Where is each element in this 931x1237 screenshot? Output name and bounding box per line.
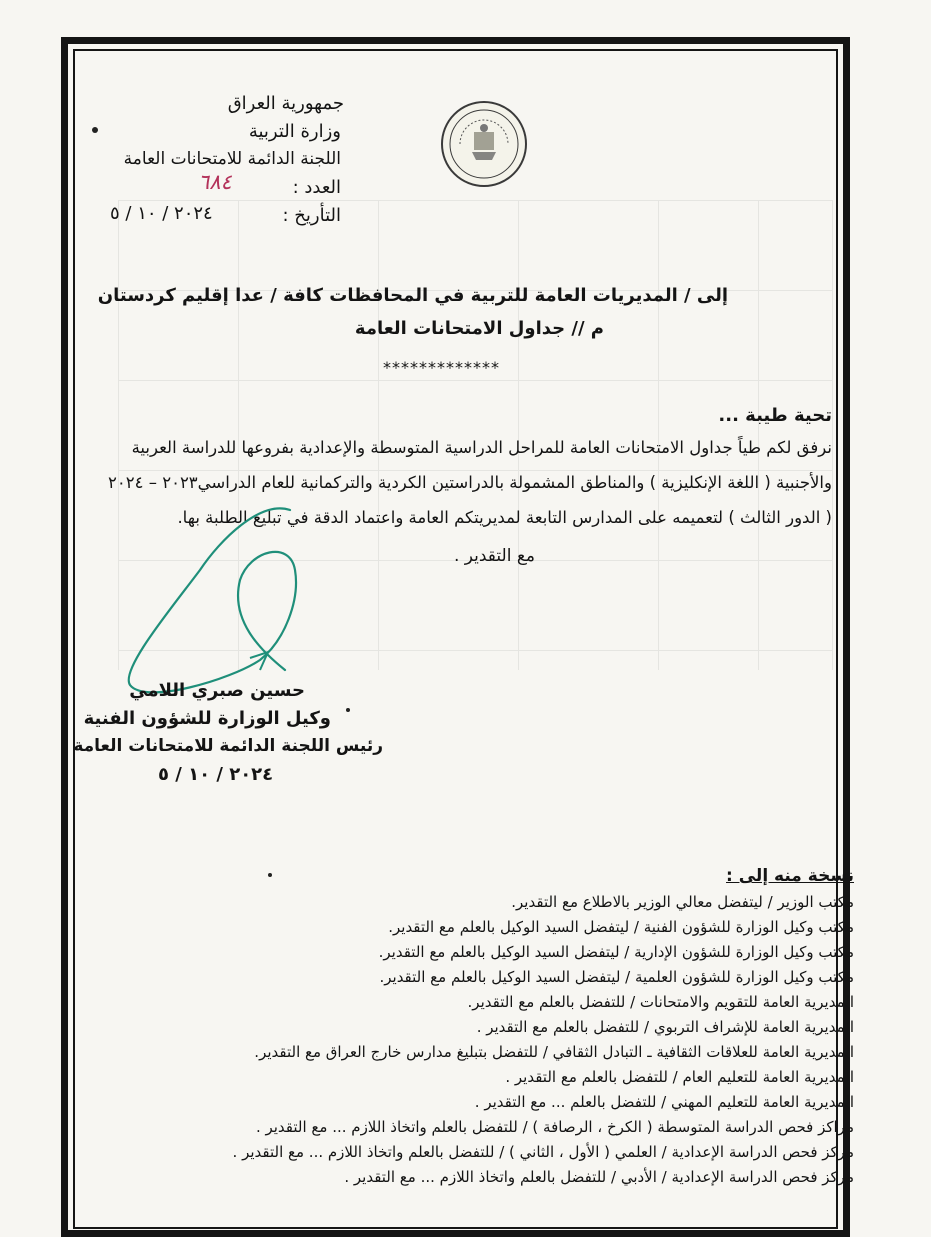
copies-title: نسخة منه إلى : <box>726 866 854 886</box>
ink-dot <box>346 708 350 712</box>
copy-item: المديرية العامة للإشراف التربوي / للتفضل بالعلم مع التقدير . <box>476 1018 854 1036</box>
ink-dot <box>268 873 272 877</box>
copy-item: مكتب وكيل الوزارة للشؤون الإدارية / ليتفضل السيد الوكيل بالعلم مع التقدير. <box>378 943 854 961</box>
copy-item: مركز فحص الدراسة الإعدادية / العلمي ( الأول ، الثاني ) / للتفضل بالعلم واتخاذ اللازم ... مع التقدير . <box>232 1143 854 1161</box>
stars-divider: ************* <box>383 358 500 377</box>
signatory-name: حسين صبري اللامي <box>129 680 305 701</box>
copy-item: مكتب وكيل الوزارة للشؤون الفنية / ليتفضل السيد الوكيل بالعلم مع التقدير. <box>388 918 854 936</box>
copy-item: مكتب وكيل الوزارة للشؤون العلمية / ليتفضل السيد الوكيل بالعلم مع التقدير. <box>379 968 854 986</box>
header-committee: اللجنة الدائمة للامتحانات العامة <box>123 149 341 169</box>
number-value: ٦٨٤ <box>198 170 232 194</box>
copy-item: المديرية العامة للعلاقات الثقافية ـ التبادل الثقافي / للتفضل بتبليغ مدارس خارج العراق مع التقدير. <box>254 1043 854 1061</box>
copy-item: المديرية العامة للتقويم والامتحانات / للتفضل بالعلم مع التقدير. <box>467 993 854 1011</box>
greeting: تحية طيبة ... <box>718 405 832 426</box>
body-line-2: والأجنبية ( اللغة الإنكليزية ) والمناطق المشمولة بالدراستين الكردية والتركمانية للعام الدراسي٢٠٢٣ – ٢٠٢٤ <box>108 473 832 492</box>
closing-line: مع التقدير . <box>453 546 535 566</box>
ministry-seal-logo <box>440 100 528 188</box>
header-country: جمهورية العراق <box>227 93 344 114</box>
copy-item: مركز فحص الدراسة الإعدادية / الأدبي / للتفضل بالعلم واتخاذ اللازم ... مع التقدير . <box>344 1168 854 1186</box>
addressee-line: إلى / المديريات العامة للتربية في المحافظات كافة / عدا إقليم كردستان <box>97 285 728 306</box>
copy-item: مراكز فحص الدراسة المتوسطة ( الكرخ ، الرصافة ) / للتفضل بالعلم واتخاذ اللازم ... مع التقدير . <box>255 1118 854 1136</box>
date-value: ٢٠٢٤ / ١٠ / ٥ <box>110 203 213 224</box>
handwritten-signature <box>110 480 310 710</box>
copy-item: المديرية العامة للتعليم المهني / للتفضل بالعلم ... مع التقدير . <box>474 1093 854 1111</box>
signatory-title-1: وكيل الوزارة للشؤون الفنية <box>83 708 331 729</box>
body-line-1: نرفق لكم طياً جداول الامتحانات العامة للمراحل الدراسية المتوسطة والإعدادية بفروعها للدراسة العربية <box>131 438 832 457</box>
body-line-3: ( الدور الثالث ) لتعميمه على المدارس التابعة لمديريتكم العامة واعتماد الدقة في تبليغ الطلبة بها. <box>177 508 832 527</box>
subject-line: م // جداول الامتحانات العامة <box>354 318 604 339</box>
signatory-date: ٢٠٢٤ / ١٠ / ٥ <box>158 764 274 785</box>
copy-item: المديرية العامة للتعليم العام / للتفضل بالعلم مع التقدير . <box>505 1068 854 1086</box>
date-label: التأريخ : <box>282 205 341 226</box>
ink-dot <box>92 127 98 133</box>
header-ministry: وزارة التربية <box>248 121 341 142</box>
copy-item: مكتب الوزير / ليتفضل معالي الوزير بالاطلاع مع التقدير. <box>511 893 854 911</box>
signatory-title-2: رئيس اللجنة الدائمة للامتحانات العامة <box>73 736 383 756</box>
number-label: العدد : <box>292 177 341 198</box>
